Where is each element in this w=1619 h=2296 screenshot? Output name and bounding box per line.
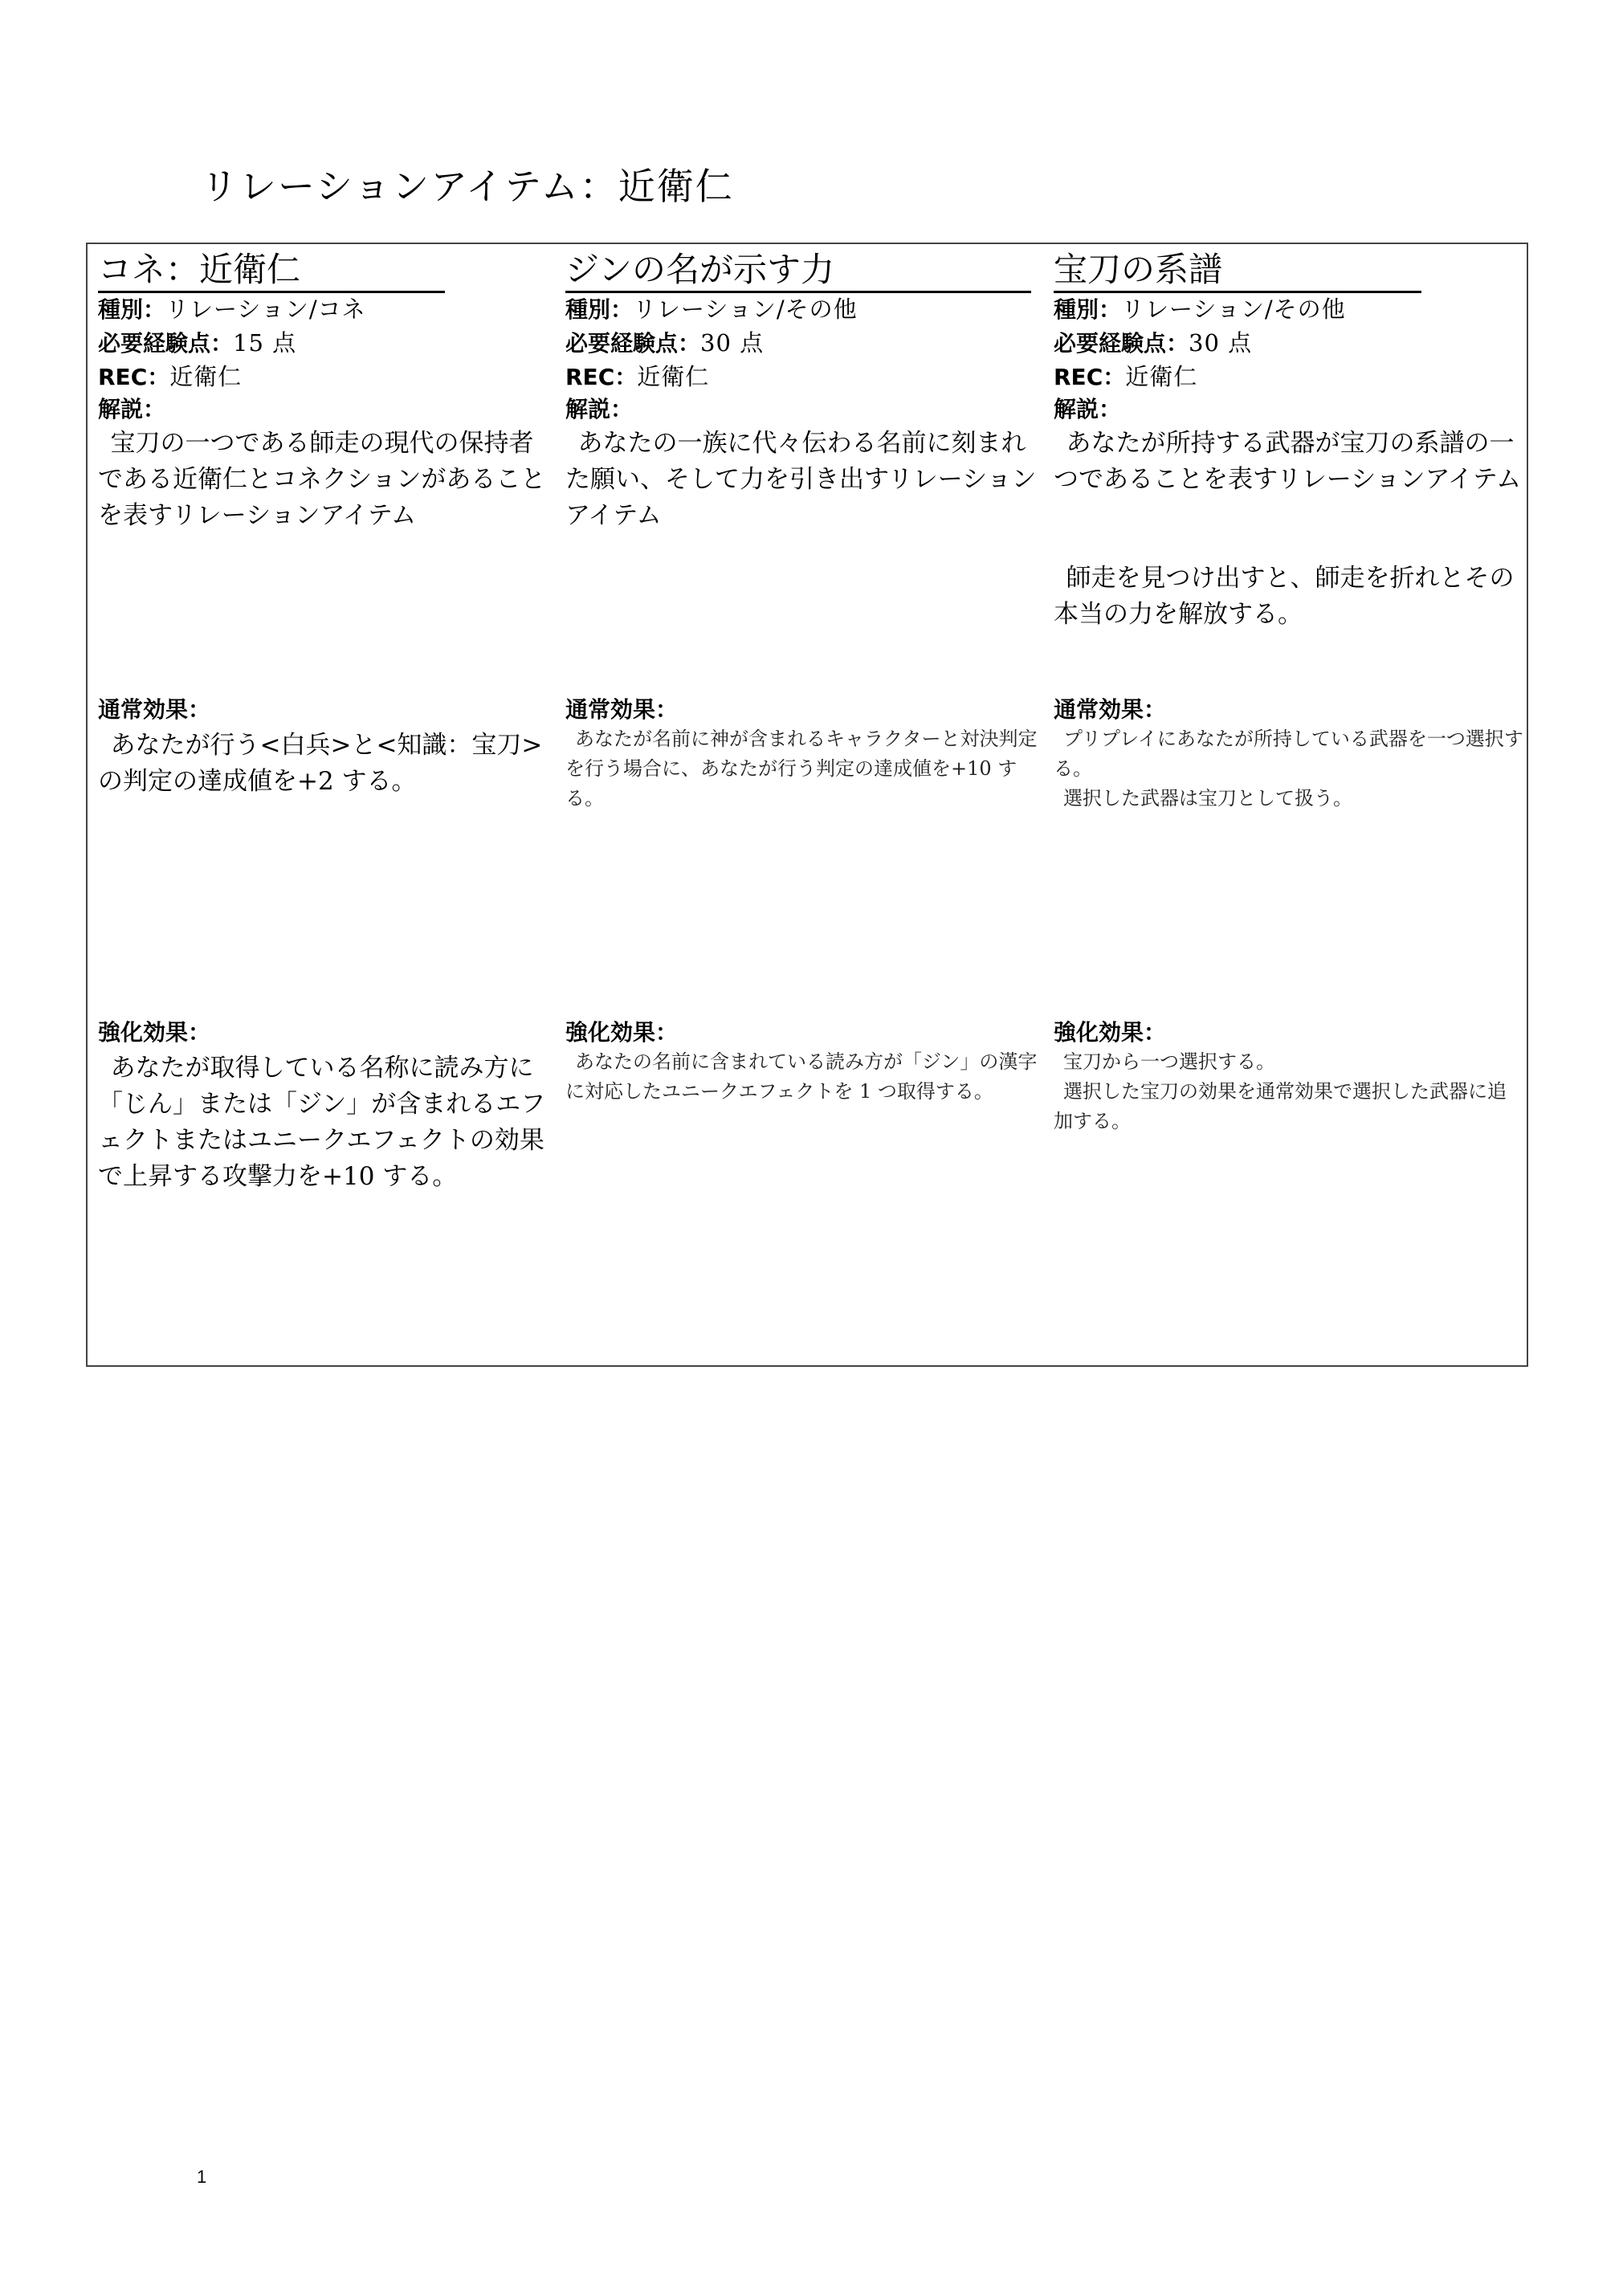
type-value: リレーション/コネ [165,296,366,323]
exp-label: 必要経験点： [98,330,234,357]
description-text: あなたの一族に代々伝わる名前に刻まれた願い、そして力を引き出すリレーションアイテム [565,429,1037,530]
item-name: コネ：近衛仁 [98,249,445,293]
item-type [98,292,366,327]
description-text: 宝刀の一つである師走の現代の保持者である近衛仁とコネクションがあることを表すリレーションアイテム [98,429,546,530]
item-column-1 [98,244,556,1365]
rec-value: 近衛仁 [1125,363,1198,390]
exp-label: 必要経験点： [565,330,701,357]
exp-label: 必要経験点： [1054,330,1189,357]
item-exp [565,326,764,361]
enhanced-effect-text [1054,1047,1523,1136]
rec-value: 近衛仁 [637,363,710,390]
item-rec [1054,360,1197,394]
item-column-3 [1054,244,1523,1365]
exp-value: 15 点 [233,329,297,357]
enhanced-effect-label: 強化効果： [98,1019,211,1046]
description-text-2: 師走を見つけ出すと、師走を折れとその本当の力を解放する。 [1054,564,1515,629]
type-label: 種別： [1054,296,1122,323]
normal-effect-text: あなたが名前に神が含まれるキャラクターと対決判定を行う場合に、あなたが行う判定の達成値を+10 する。 [565,728,1038,810]
type-value: リレーション/その他 [1121,296,1346,323]
rec-label: REC： [565,364,638,390]
type-label: 種別： [565,296,634,323]
exp-value: 30 点 [700,329,765,357]
items-table [86,243,1528,1367]
normal-effect-label: 通常効果： [98,696,211,723]
rec-value: 近衛仁 [169,363,243,390]
description-label: 解説： [98,396,166,422]
type-value: リレーション/その他 [633,296,858,323]
item-type [565,292,858,327]
normal-effect-text [1054,724,1523,814]
normal-effect-label: 通常効果： [565,696,679,723]
item-exp [98,326,296,361]
enhanced-effect-line-2: 選択した宝刀の効果を通常効果で選択した武器に追加する。 [1054,1080,1507,1132]
enhanced-effect-text: あなたが取得している名称に読み方に「じん」または「ジン」が含まれるエフェクトまたはユニークエフェクトの効果で上昇する攻撃力を+10 する。 [98,1054,546,1191]
enhanced-effect-text: あなたの名前に含まれている読み方が「ジン」の漢字に対応したユニークエフェクトを 1 つ取得する。 [565,1050,1038,1103]
rec-label: REC： [98,364,170,390]
normal-effect-line-2: 選択した武器は宝刀として扱う。 [1063,787,1352,810]
item-rec [565,360,709,394]
enhanced-effect-label: 強化効果： [1054,1019,1167,1046]
item-exp [1054,326,1252,361]
normal-effect-text: あなたが行う<白兵>と<知識：宝刀>の判定の達成値を+2 する。 [98,731,543,796]
item-name: ジンの名が示す力 [565,249,1031,293]
item-column-2 [565,244,1039,1365]
enhanced-effect-label: 強化効果： [565,1019,679,1046]
description-text: あなたが所持する武器が宝刀の系譜の一つであることを表すリレーションアイテム [1054,429,1522,494]
exp-value: 30 点 [1189,329,1253,357]
type-label: 種別： [98,296,166,323]
normal-effect-label: 通常効果： [1054,696,1167,723]
page-title: リレーションアイテム：近衛仁 [201,165,734,208]
enhanced-effect-line-1: 宝刀から一つ選択する。 [1063,1050,1275,1073]
description-label: 解説： [1054,396,1122,422]
normal-effect-line-1: プリプレイにあなたが所持している武器を一つ選択する。 [1054,728,1523,780]
item-name: 宝刀の系譜 [1054,249,1421,293]
page-number: 1 [197,2167,207,2187]
rec-label: REC： [1054,364,1126,390]
description-label: 解説： [565,396,634,422]
item-type [1054,292,1346,327]
item-rec [98,360,242,394]
